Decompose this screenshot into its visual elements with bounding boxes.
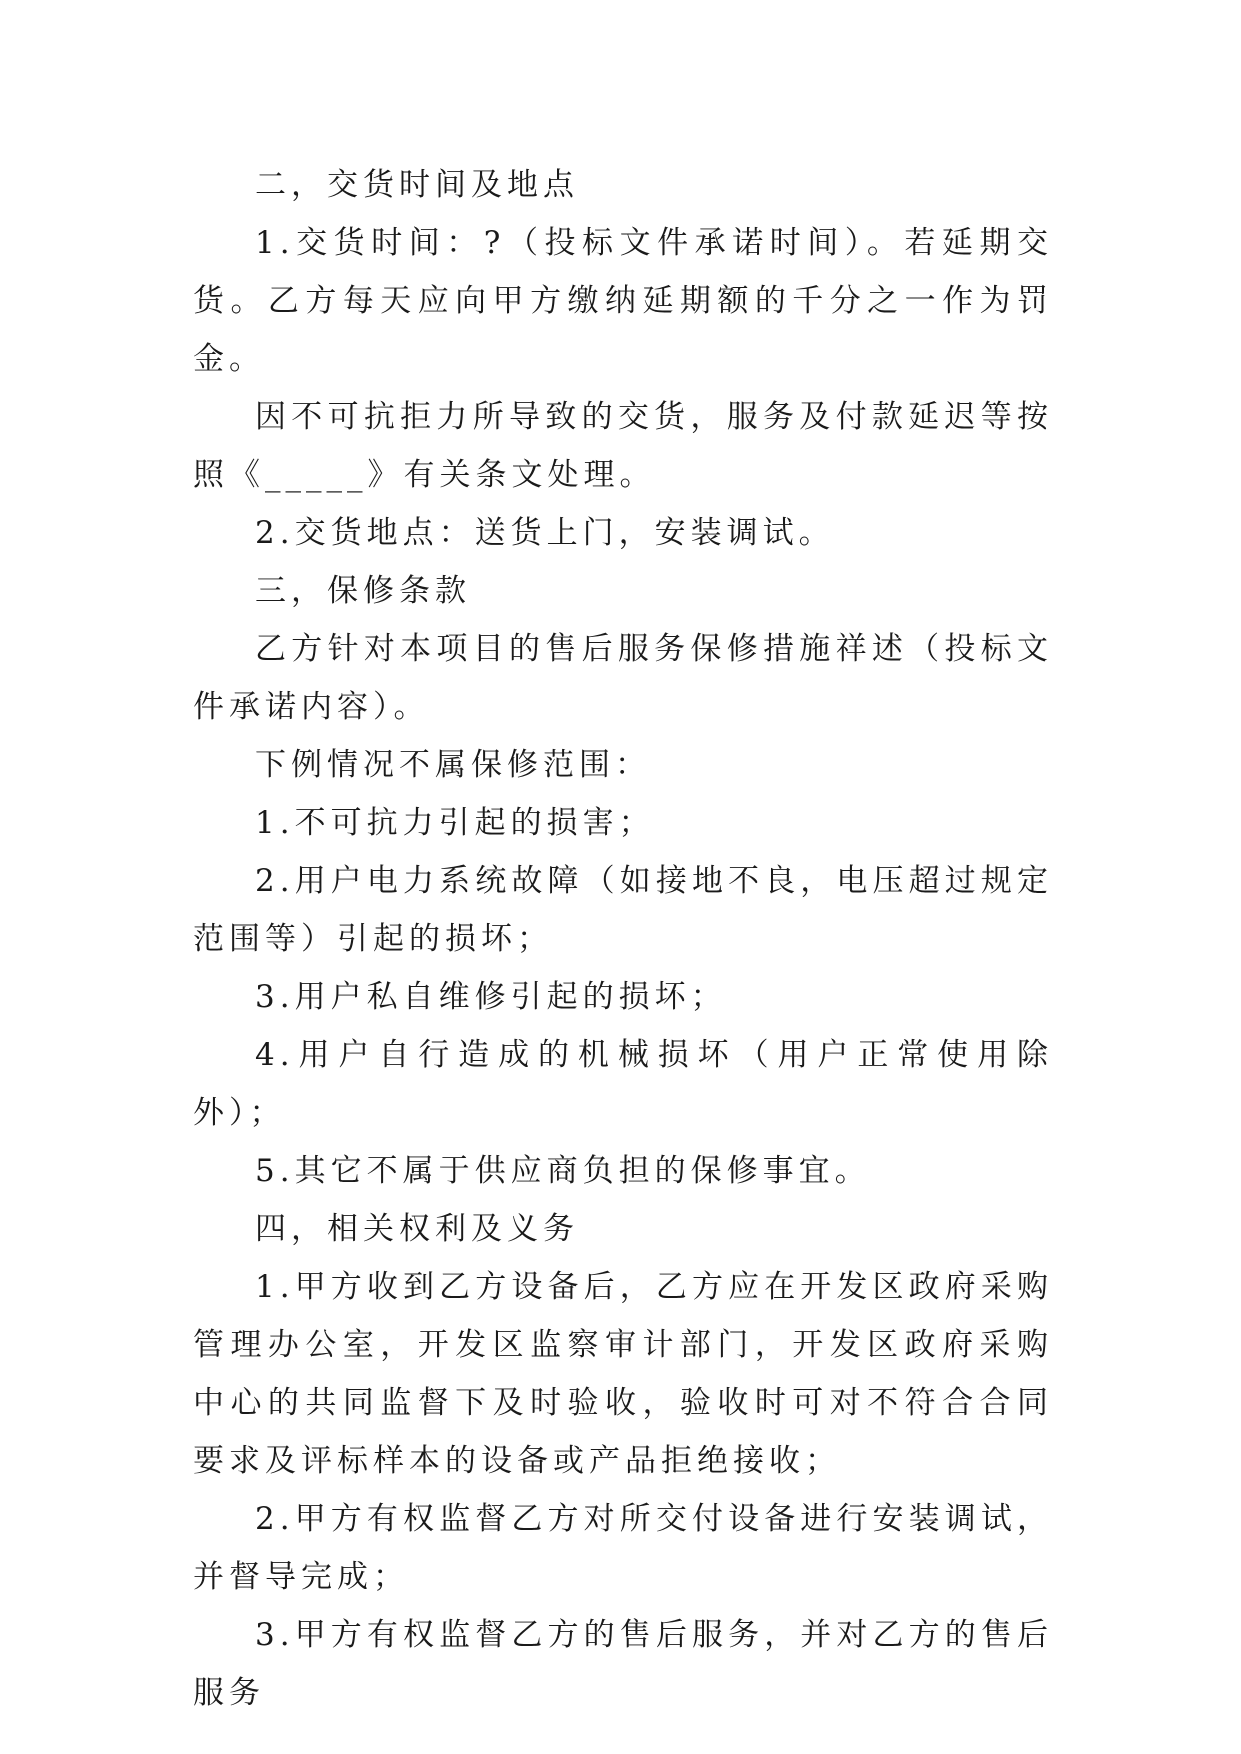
section-heading-warranty: 三，保修条款 (255, 573, 471, 609)
document-page (193, 156, 1053, 1722)
warranty-measures-paragraph: 乙方针对本项目的售后服务保修措施祥述（投标文件承诺内容）。 (193, 631, 1053, 725)
rights-item: 3.甲方有权监督乙方的售后服务，并对乙方的售后服务 (193, 1617, 1053, 1711)
warranty-exclusion-item: 4.用户自行造成的机械损坏（用户正常使用除外）； (193, 1037, 1053, 1131)
warranty-exclusion-item: 1.不可抗力引起的损害； (255, 805, 655, 841)
warranty-exclusion-item: 5.其它不属于供应商负担的保修事宜。 (255, 1153, 871, 1189)
rights-item: 1.甲方收到乙方设备后，乙方应在开发区政府采购管理办公室，开发区监察审计部门，开发区政府采购中心的共同监督下及时验收，验收时可对不符合合同要求及评标样本的设备或产品拒绝接收； (193, 1269, 1053, 1479)
force-majeure-paragraph: 因不可抗拒力所导致的交货，服务及付款延迟等按照《_____》有关条文处理。 (193, 399, 1053, 493)
delivery-location-paragraph: 2.交货地点：送货上门，安装调试。 (255, 515, 835, 551)
rights-item: 2.甲方有权监督乙方对所交付设备进行安装调试，并督导完成； (193, 1501, 1053, 1595)
warranty-exclusions-intro: 下例情况不属保修范围： (255, 747, 651, 783)
warranty-exclusion-item: 3.用户私自维修引起的损坏； (255, 979, 727, 1015)
warranty-exclusion-item: 2.用户电力系统故障（如接地不良，电压超过规定范围等）引起的损坏； (193, 863, 1053, 957)
delivery-time-paragraph: 1.交货时间：?（投标文件承诺时间）。若延期交货。乙方每天应向甲方缴纳延期额的千分之一作为罚金。 (193, 225, 1053, 377)
section-heading-rights: 四，相关权利及义务 (255, 1211, 579, 1247)
section-heading-delivery: 二，交货时间及地点 (255, 167, 579, 203)
